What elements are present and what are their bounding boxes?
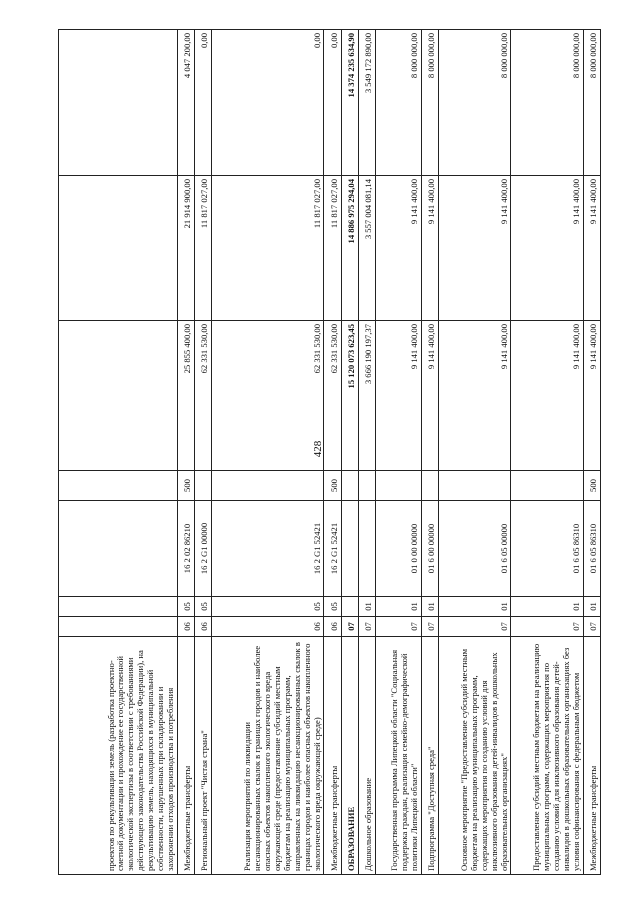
- budget-table-wrapper: [58, 30, 601, 875]
- target-article-cell: 01 6 00 00000: [421, 501, 438, 597]
- amount-year1-cell: 9 141 400,00: [375, 321, 421, 471]
- amount-year2-cell: 9 141 400,00: [421, 176, 438, 321]
- amount-year1-cell: 9 141 400,00: [511, 321, 583, 471]
- row-name-cell: Межбюджетные трансферты: [177, 637, 194, 875]
- target-article-cell: 16 2 G1 52421: [324, 501, 341, 597]
- section-code-cell: 06: [177, 617, 194, 637]
- amount-year3-cell: 0,00: [324, 30, 341, 176]
- rotated-table-container: [58, 30, 601, 875]
- target-article-cell: 01 6 05 86310: [583, 501, 600, 597]
- amount-year2-cell: 21 914 900,00: [177, 176, 194, 321]
- section-code-cell: 07: [358, 617, 375, 637]
- amount-year1-cell: 9 141 400,00: [421, 321, 438, 471]
- amount-year1-cell: 9 141 400,00: [439, 321, 511, 471]
- target-article-cell: 16 2 02 86210: [177, 501, 194, 597]
- subsection-code-cell: [341, 597, 358, 617]
- row-name-cell: Государственная программа Липецкой области "Социальная поддержка граждан, реализация семейно-демографической политики Липецкой области": [375, 637, 421, 875]
- table-row: [341, 30, 358, 875]
- row-name-cell: ОБРАЗОВАНИЕ: [341, 637, 358, 875]
- amount-year1-cell: 62 331 530,00: [324, 321, 341, 471]
- expense-type-cell: [211, 471, 324, 501]
- amount-year2-cell: 9 141 400,00: [511, 176, 583, 321]
- amount-year2-cell: 11 817 027,00: [194, 176, 211, 321]
- table-row: [211, 30, 324, 875]
- target-article-cell: 01 0 00 00000: [375, 501, 421, 597]
- table-row: [177, 30, 194, 875]
- amount-year1-cell: 3 666 190 197,37: [358, 321, 375, 471]
- expense-type-cell: 500: [583, 471, 600, 501]
- amount-year1-cell: [59, 321, 178, 471]
- subsection-code-cell: [59, 597, 178, 617]
- subsection-code-cell: 01: [583, 597, 600, 617]
- expense-type-cell: [358, 471, 375, 501]
- row-name-cell: Реализация мероприятий по ликвидации несанкционированных свалок в границах городов и наиболее опасных объектов накопленного экологического вреда окружающей среде (предоставление субсидий местным бюджетам на реализацию муниципальных программ, направленных на ликвидацию несанкционированных свалок в границах городов и наиболее опасных объектов накопленного экологического вреда окружающей среде): [211, 637, 324, 875]
- amount-year2-cell: 14 886 975 294,04: [341, 176, 358, 321]
- amount-year2-cell: 9 141 400,00: [583, 176, 600, 321]
- target-article-cell: 01 6 05 00000: [439, 501, 511, 597]
- target-article-cell: [358, 501, 375, 597]
- target-article-cell: 01 6 05 86310: [511, 501, 583, 597]
- subsection-code-cell: 01: [421, 597, 438, 617]
- table-row: [59, 30, 178, 875]
- table-row: [511, 30, 583, 875]
- subsection-code-cell: 01: [439, 597, 511, 617]
- section-code-cell: 06: [211, 617, 324, 637]
- amount-year3-cell: 8 000 000,00: [439, 30, 511, 176]
- expense-type-cell: [439, 471, 511, 501]
- table-row: [439, 30, 511, 875]
- amount-year2-cell: 11 817 027,00: [324, 176, 341, 321]
- row-name-cell: Региональный проект "Чистая страна": [194, 637, 211, 875]
- expense-type-cell: 500: [324, 471, 341, 501]
- expense-type-cell: [421, 471, 438, 501]
- amount-year2-cell: 9 141 400,00: [375, 176, 421, 321]
- amount-year1-cell: 15 120 073 623,45: [341, 321, 358, 471]
- page-number: 428: [312, 440, 324, 458]
- table-row: [358, 30, 375, 875]
- budget-table-body: [59, 30, 601, 875]
- subsection-code-cell: 01: [511, 597, 583, 617]
- amount-year2-cell: 3 557 004 081,14: [358, 176, 375, 321]
- amount-year1-cell: 9 141 400,00: [583, 321, 600, 471]
- amount-year2-cell: 9 141 400,00: [439, 176, 511, 321]
- section-code-cell: 07: [421, 617, 438, 637]
- section-code-cell: [59, 617, 178, 637]
- row-name-cell: Основное мероприятие "Предоставление субсидий местным бюджетам на реализацию муниципальных программ, содержащих мероприятия по созданию условий для инклюзивного образования детей-инвалидов в дошкольных образовательных организациях": [439, 637, 511, 875]
- amount-year1-cell: 62 331 530,00: [211, 321, 324, 471]
- target-article-cell: 16 2 G1 00000: [194, 501, 211, 597]
- row-name-cell: Подпрограмма "Доступная среда": [421, 637, 438, 875]
- amount-year1-cell: 62 331 530,00: [194, 321, 211, 471]
- section-code-cell: 07: [583, 617, 600, 637]
- amount-year3-cell: 14 374 235 634,90: [341, 30, 358, 176]
- amount-year3-cell: 8 000 000,00: [375, 30, 421, 176]
- subsection-code-cell: 05: [324, 597, 341, 617]
- section-code-cell: 06: [194, 617, 211, 637]
- target-article-cell: 16 2 G1 52421: [211, 501, 324, 597]
- amount-year3-cell: 0,00: [194, 30, 211, 176]
- subsection-code-cell: 01: [358, 597, 375, 617]
- expense-type-cell: [341, 471, 358, 501]
- amount-year3-cell: [59, 30, 178, 176]
- table-row: [583, 30, 600, 875]
- section-code-cell: 07: [375, 617, 421, 637]
- amount-year2-cell: [59, 176, 178, 321]
- row-name-cell: Межбюджетные трансферты: [324, 637, 341, 875]
- amount-year3-cell: 4 047 200,00: [177, 30, 194, 176]
- table-row: [324, 30, 341, 875]
- section-code-cell: 07: [341, 617, 358, 637]
- row-name-cell: Дошкольное образование: [358, 637, 375, 875]
- table-row: [375, 30, 421, 875]
- amount-year3-cell: 0,00: [211, 30, 324, 176]
- target-article-cell: [59, 501, 178, 597]
- amount-year3-cell: 8 000 000,00: [583, 30, 600, 176]
- amount-year3-cell: 8 000 000,00: [421, 30, 438, 176]
- row-name-cell: Предоставление субсидий местным бюджетам на реализацию муниципальных программ, содержащих мероприятия по созданию условий для инклюзивного образования детей-инвалидов в дошкольных образовательных организациях без условия софинансирования с федеральным бюджетом: [511, 637, 583, 875]
- amount-year2-cell: 11 817 027,00: [211, 176, 324, 321]
- table-row: [421, 30, 438, 875]
- subsection-code-cell: 05: [211, 597, 324, 617]
- section-code-cell: 07: [511, 617, 583, 637]
- expense-type-cell: [194, 471, 211, 501]
- expense-type-cell: 500: [177, 471, 194, 501]
- amount-year1-cell: 25 855 400,00: [177, 321, 194, 471]
- table-row: [194, 30, 211, 875]
- amount-year3-cell: 8 000 000,00: [511, 30, 583, 176]
- row-name-cell: проектов по рекультивации земель (разработка проектно-сметной документации и прохождение ее государственной экологической экспертизы в соответствии с требованиями действующего законодательства Российской Федерации), на рекультивацию земель, находящихся в муниципальной собственности, нарушенных при складировании и захоронении отходов производства и потребления: [59, 637, 178, 875]
- budget-table: [58, 29, 601, 875]
- amount-year3-cell: 3 549 172 890,00: [358, 30, 375, 176]
- expense-type-cell: [375, 471, 421, 501]
- subsection-code-cell: 05: [194, 597, 211, 617]
- row-name-cell: Межбюджетные трансферты: [583, 637, 600, 875]
- subsection-code-cell: 05: [177, 597, 194, 617]
- section-code-cell: 07: [439, 617, 511, 637]
- expense-type-cell: [511, 471, 583, 501]
- section-code-cell: 06: [324, 617, 341, 637]
- target-article-cell: [341, 501, 358, 597]
- expense-type-cell: [59, 471, 178, 501]
- subsection-code-cell: 01: [375, 597, 421, 617]
